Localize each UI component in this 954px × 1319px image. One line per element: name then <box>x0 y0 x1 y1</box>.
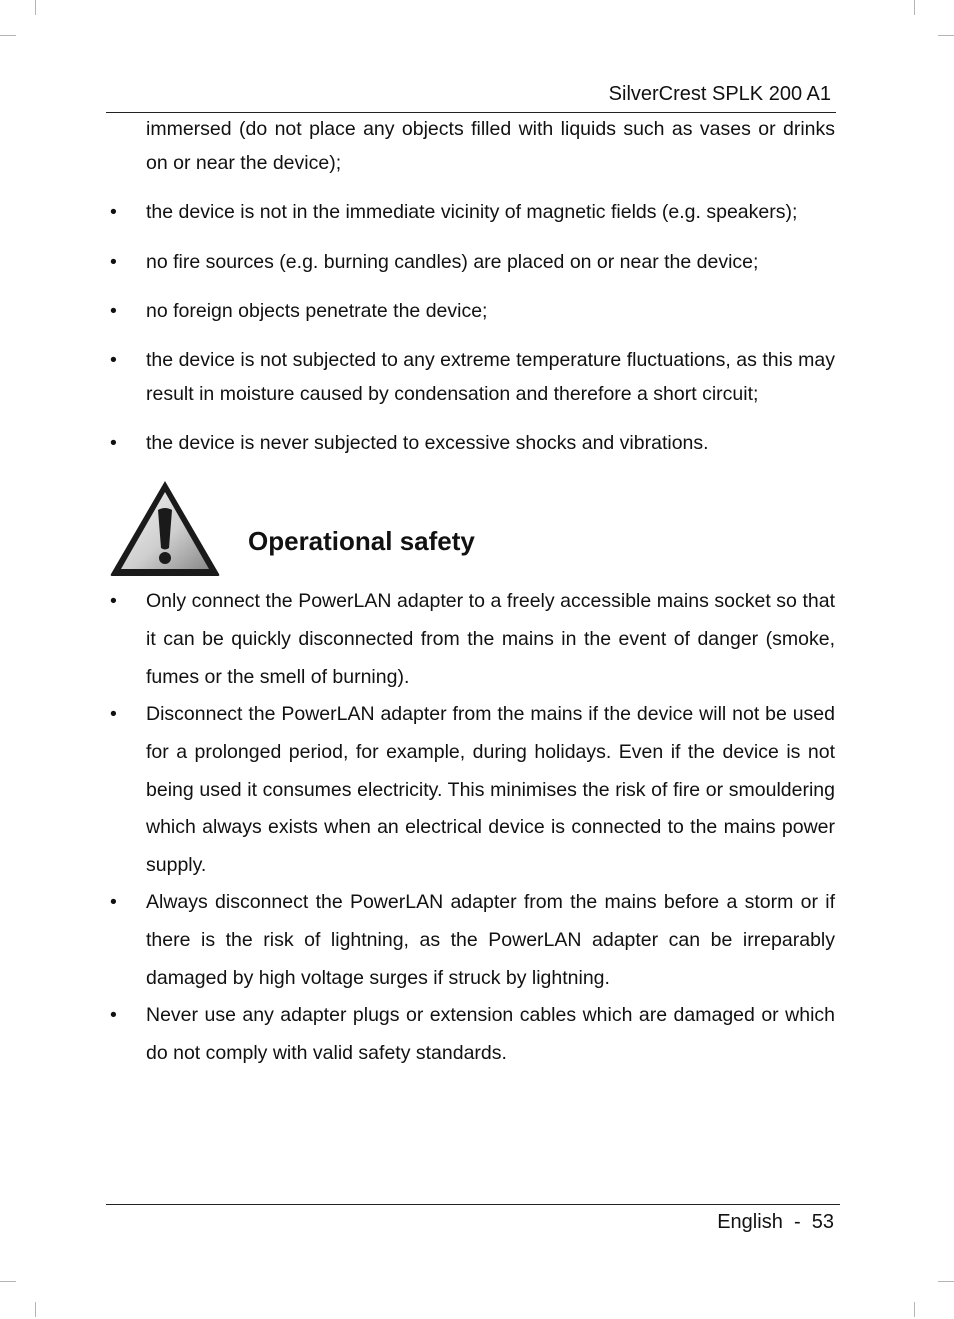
crop-mark <box>938 35 954 36</box>
list-item: Disconnect the PowerLAN adapter from the mains if the device will not be used for a prolonged period, for example, during holidays. Even if the device is not being used it consumes electricity. This minimises the risk of fire or smouldering which always exists when an electrical device is connected to the mains power supply. <box>146 703 835 877</box>
crop-mark <box>914 0 915 15</box>
footer-language: English <box>717 1211 783 1233</box>
bullet-glyph: • <box>110 703 117 725</box>
header-title: SilverCrest SPLK 200 A1 <box>608 83 831 105</box>
list-item: the device is not in the immediate vicinity of magnetic fields (e.g. speakers); <box>146 201 798 223</box>
footer-rule <box>106 1204 840 1205</box>
crop-mark <box>914 1302 915 1317</box>
crop-mark <box>35 1302 36 1317</box>
crop-mark <box>0 1281 16 1282</box>
bullet-glyph: • <box>110 432 117 454</box>
bullet-glyph: • <box>110 349 117 371</box>
list-item: the device is not subjected to any extreme temperature fluctuations, as this may result in moisture caused by condensation and therefore a short circuit; <box>146 349 835 405</box>
crop-mark <box>35 0 36 15</box>
list-item: no fire sources (e.g. burning candles) are placed on or near the device; <box>146 251 759 273</box>
continued-paragraph: immersed (do not place any objects filled with liquids such as vases or drinks on or near the device); <box>146 118 835 174</box>
bullet-glyph: • <box>110 590 117 612</box>
crop-mark <box>938 1281 954 1282</box>
warning-triangle-icon <box>108 478 222 578</box>
list-item: the device is never subjected to excessive shocks and vibrations. <box>146 432 709 454</box>
list-item: Only connect the PowerLAN adapter to a freely accessible mains socket so that it can be quickly disconnected from the mains in the event of danger (smoke, fumes or the smell of burning). <box>146 590 835 688</box>
crop-mark <box>0 35 16 36</box>
page-number: 53 <box>811 1211 834 1233</box>
bullet-glyph: • <box>110 891 117 913</box>
list-item: no foreign objects penetrate the device; <box>146 300 488 322</box>
section-heading: Operational safety <box>248 526 475 556</box>
bullet-glyph: • <box>110 201 117 223</box>
page-footer <box>717 1211 834 1234</box>
list-item: Always disconnect the PowerLAN adapter from the mains before a storm or if there is the risk of lightning, as the PowerLAN adapter can be irreparably damaged by high voltage surges if struck by lightning. <box>146 891 835 989</box>
bullet-glyph: • <box>110 300 117 322</box>
bullet-glyph: • <box>110 1004 117 1026</box>
footer-separator: - <box>793 1211 801 1233</box>
bullet-glyph: • <box>110 251 117 273</box>
list-item: Never use any adapter plugs or extension cables which are damaged or which do not comply with valid safety standards. <box>146 1004 835 1064</box>
